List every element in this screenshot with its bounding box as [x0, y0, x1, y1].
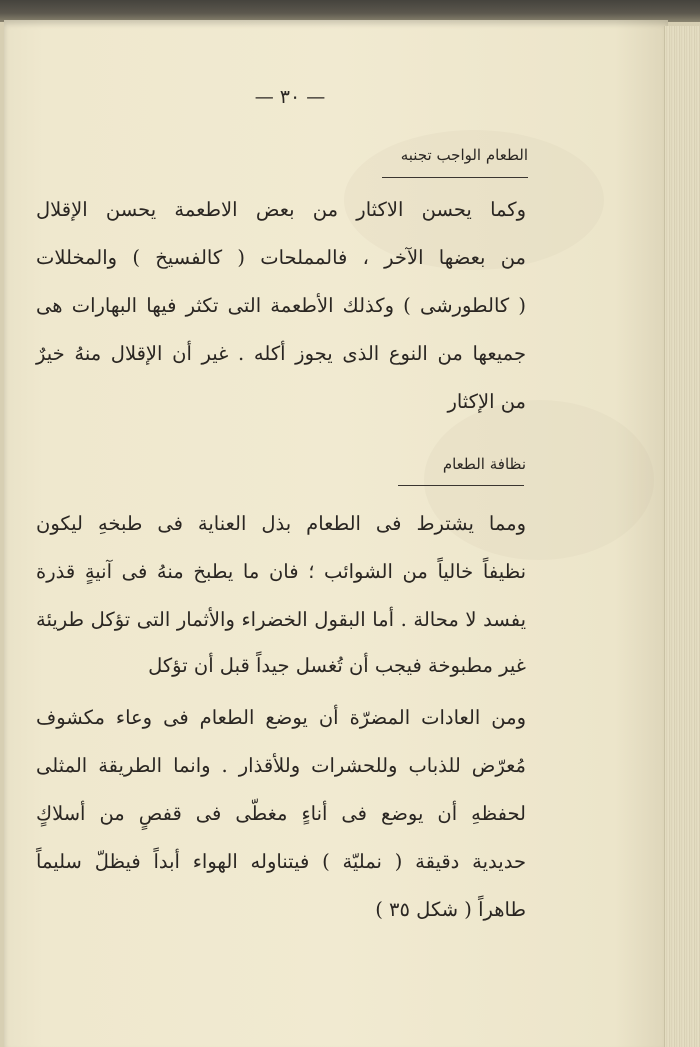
body-line: طاهراً ( شكل ٣٥ )	[375, 898, 526, 921]
body-line: جميعها من النوع الذى يجوز أكله . غير أن الإقلال منهُ خيرٌ	[36, 342, 526, 365]
heading-underline	[382, 177, 528, 178]
body-line: ( كالطورشى ) وكذلك الأطعمة التى تكثر فيها البهارات هى	[36, 294, 526, 317]
section-heading: الطعام الواجب تجنبه	[400, 146, 528, 164]
body-line: لحفظهِ أن يوضع فى أناءٍ مغطّى فى قفصٍ من أسلاكٍ	[36, 802, 526, 825]
body-line: من بعضها الآخر ، فالمملحات ( كالفسيخ ) والمخللات	[36, 246, 526, 269]
body-line: ومن العادات المضرّة أن يوضع الطعام فى وعاء مكشوف	[36, 706, 526, 729]
body-line: من الإكثار	[447, 390, 526, 413]
body-line: مُعرّض للذباب وللحشرات وللأقذار . وانما الطريقة المثلى	[36, 754, 526, 777]
heading-underline	[398, 485, 524, 486]
body-line: ومما يشترط فى الطعام بذل العناية فى طبخهِ ليكون	[36, 512, 526, 535]
body-line: حديدية دقيقة ( نمليّة ) فيتناوله الهواء أبداً فيظلّ سليماً	[36, 850, 526, 873]
body-line: يفسد لا محالة . أما البقول الخضراء والأثمار التى تؤكل طريئة	[36, 608, 526, 631]
body-line: وكما يحسن الاكثار من بعض الاطعمة يحسن الإقلال	[36, 198, 526, 221]
section-heading: نظافة الطعام	[442, 455, 526, 473]
body-line: غير مطبوخة فيجب أن تُغسل جيداً قبل أن تؤكل	[148, 654, 526, 677]
body-line: نظيفاً خالياً من الشوائب ؛ فان ما يطبخ منهُ فى آنيةٍ قذرة	[36, 560, 526, 583]
page-number: — ٣٠ —	[254, 86, 326, 108]
